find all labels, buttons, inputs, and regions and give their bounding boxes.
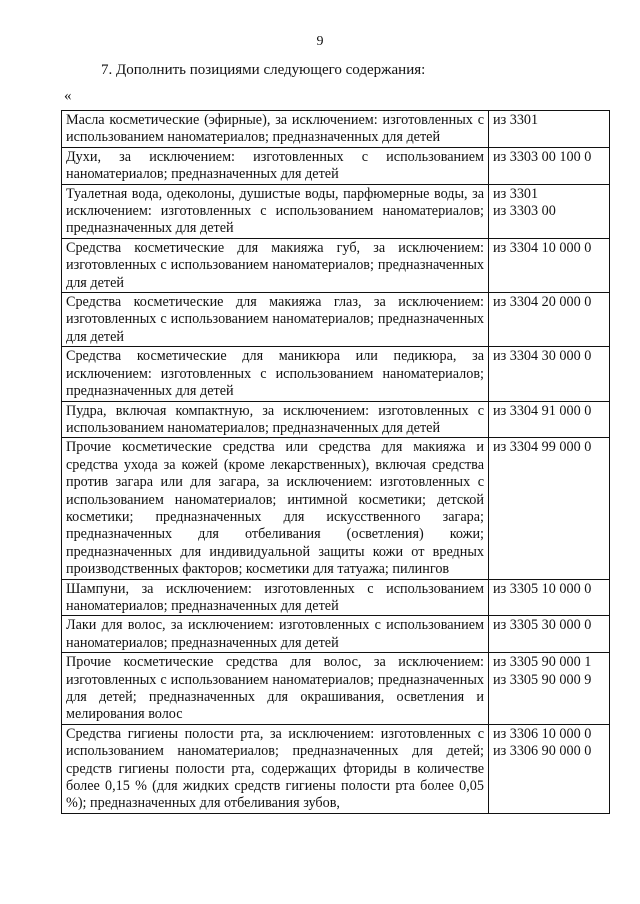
intro-paragraph: 7. Дополнить позициями следующего содержания: bbox=[101, 62, 426, 78]
table-row bbox=[62, 401, 610, 438]
product-description: Духи, за исключением: изготовленных с использованием наноматериалов; предназначенных для детей bbox=[62, 147, 489, 184]
tn-ved-code: из 3304 20 000 0 bbox=[493, 294, 592, 311]
product-description: Лаки для волос, за исключением: изготовленных с использованием наноматериалов; предназначенных для детей bbox=[62, 616, 489, 653]
table-body bbox=[62, 111, 610, 814]
table-row bbox=[62, 616, 610, 653]
tn-ved-code: из 3301 bbox=[493, 185, 539, 202]
tn-ved-code: из 3306 10 000 0 bbox=[493, 725, 592, 742]
tn-ved-code-cell bbox=[489, 401, 610, 438]
tn-ved-code-cell bbox=[489, 184, 610, 238]
table-row bbox=[62, 347, 610, 401]
table-row bbox=[62, 184, 610, 238]
tn-ved-code-cell bbox=[489, 724, 610, 813]
tn-ved-code-cell bbox=[489, 111, 610, 148]
tn-ved-code: из 3305 90 000 1 bbox=[493, 654, 592, 671]
tn-ved-code: из 3304 10 000 0 bbox=[493, 239, 592, 256]
tn-ved-code-cell bbox=[489, 147, 610, 184]
tn-ved-code: из 3305 90 000 9 bbox=[493, 671, 592, 688]
tn-ved-code-cell bbox=[489, 579, 610, 616]
product-description: Средства косметические для маникюра или педикюра, за исключением: изготовленных с использованием наноматериалов; предназначенных для детей bbox=[62, 347, 489, 401]
table-row bbox=[62, 579, 610, 616]
tn-ved-code: из 3306 90 000 0 bbox=[493, 743, 592, 760]
table-row bbox=[62, 147, 610, 184]
tn-ved-code-cell bbox=[489, 653, 610, 725]
opening-quote: « bbox=[64, 88, 72, 104]
product-description: Масла косметические (эфирные), за исключением: изготовленных с использованием наноматериалов; предназначенных для детей bbox=[62, 111, 489, 148]
tn-ved-code: из 3305 30 000 0 bbox=[493, 617, 592, 634]
tn-ved-code-cell bbox=[489, 238, 610, 292]
product-description: Средства гигиены полости рта, за исключением: изготовленных с использованием наноматериалов; предназначенных для детей; средств гигиены полости рта, содержащих фториды в количестве более 0,15 % (для жидких средств гигиены полости рта более 0,05 %); предназначенных для отбеливания зубов, bbox=[62, 724, 489, 813]
tn-ved-code: из 3304 30 000 0 bbox=[493, 348, 592, 365]
product-description: Средства косметические для макияжа глаз, за исключением: изготовленных с использованием наноматериалов; предназначенных для детей bbox=[62, 293, 489, 347]
product-description: Шампуни, за исключением: изготовленных с использованием наноматериалов; предназначенных для детей bbox=[62, 579, 489, 616]
table-row bbox=[62, 438, 610, 579]
product-description: Прочие косметические средства для волос, за исключением: изготовленных с использованием наноматериалов; предназначенных для детей; предназначенных для окрашивания, осветления и мелирования волос bbox=[62, 653, 489, 725]
product-description: Средства косметические для макияжа губ, за исключением: изготовленных с использованием наноматериалов; предназначенных для детей bbox=[62, 238, 489, 292]
product-description: Прочие косметические средства или средства для макияжа и средства ухода за кожей (кроме лекарственных), включая средства против загара или для загара, за исключением: изготовленных с использованием наноматериалов; интимной косметики; детской косметики; предназначенных для искусственного загара; предназначенных для отбеливания (осветления) кожи; предназначенных для индивидуальной защиты кожи от вредных производственных факторов; косметики для татуажа; пилингов bbox=[62, 438, 489, 579]
table-row bbox=[62, 653, 610, 725]
product-description: Пудра, включая компактную, за исключением: изготовленных с использованием наноматериалов; предназначенных для детей bbox=[62, 401, 489, 438]
page-number: 9 bbox=[316, 34, 324, 49]
table-row bbox=[62, 238, 610, 292]
table-row bbox=[62, 111, 610, 148]
tn-ved-code: из 3303 00 bbox=[493, 203, 556, 220]
tn-ved-code: из 3305 10 000 0 bbox=[493, 580, 592, 597]
tn-ved-code-cell bbox=[489, 438, 610, 579]
tn-ved-code: из 3303 00 100 0 bbox=[493, 148, 592, 165]
product-description: Туалетная вода, одеколоны, душистые воды, парфюмерные воды, за исключением: изготовленных с использованием наноматериалов; предназначенных для детей bbox=[62, 184, 489, 238]
table-row bbox=[62, 293, 610, 347]
product-code-table bbox=[61, 110, 610, 814]
tn-ved-code: из 3301 bbox=[493, 112, 539, 128]
tn-ved-code: из 3304 99 000 0 bbox=[493, 439, 592, 456]
tn-ved-code-cell bbox=[489, 293, 610, 347]
tn-ved-code-cell bbox=[489, 616, 610, 653]
tn-ved-code: из 3304 91 000 0 bbox=[493, 402, 592, 419]
tn-ved-code-cell bbox=[489, 347, 610, 401]
table-row bbox=[62, 724, 610, 813]
